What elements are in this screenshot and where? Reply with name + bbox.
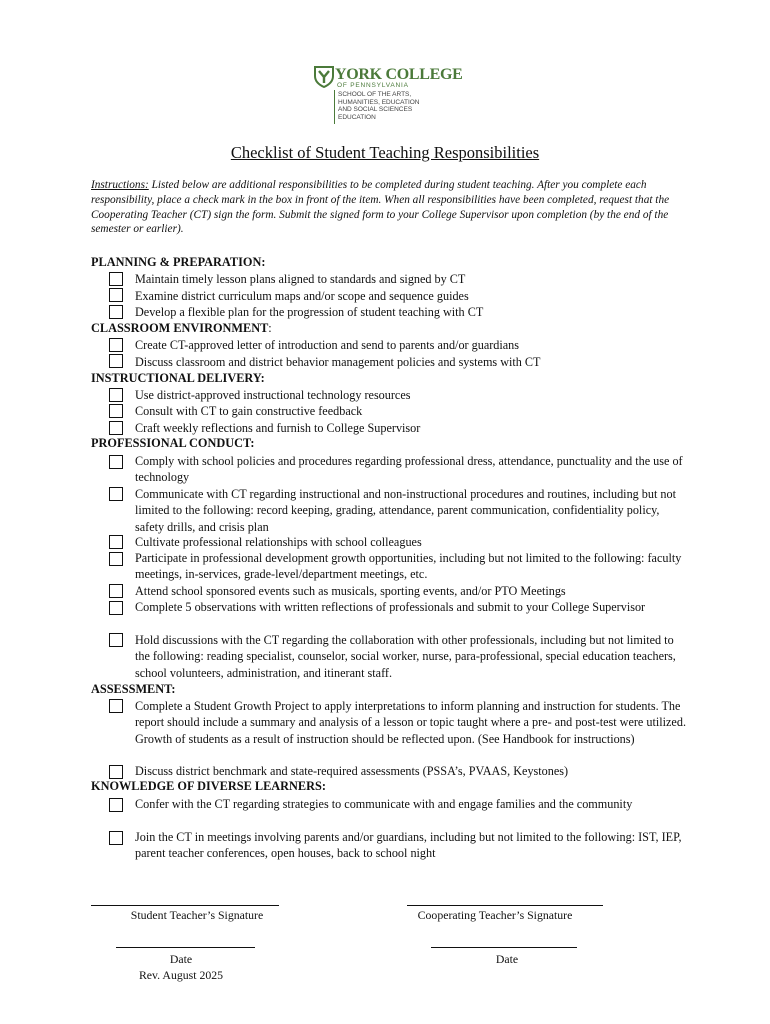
cooperating-signature-label: Cooperating Teacher’s Signature xyxy=(417,908,573,922)
section-heading-instructional: INSTRUCTIONAL DELIVERY: xyxy=(91,371,265,385)
college-logo xyxy=(313,64,463,124)
checklist-item: Confer with the CT regarding strategies to communicate with and engage families and the community xyxy=(135,797,633,811)
student-date-line[interactable] xyxy=(116,947,255,948)
checklist-item: Create CT-approved letter of introduction and send to parents and/or guardians xyxy=(135,338,520,352)
page-title: Checklist of Student Teaching Responsibilities xyxy=(230,143,540,162)
checklist-item: Craft weekly reflections and furnish to College Supervisor xyxy=(135,421,421,435)
checklist-item: Communicate with CT regarding instructional and non-instructional procedures and routines, including but not limited to the following: record keeping, grading, attendance, parent communication, confidentiality policy, safety drills, and crisis plan xyxy=(135,487,676,534)
checklist-item: Complete a Student Growth Project to apply interpretations to inform planning and instruction for students. The report should include a summary and analysis of a lesson or topic taught where a pre- and post-test were utilized. Growth of students as a result of instruction should be reflected upon. (See Handbook for instructions) xyxy=(135,699,686,746)
york-college-shield-icon xyxy=(313,66,335,88)
checkbox[interactable] xyxy=(109,699,123,713)
cooperating-signature-line[interactable] xyxy=(407,905,603,906)
cooperating-date-line[interactable] xyxy=(431,947,577,948)
checklist-item: Comply with school policies and procedures regarding professional dress, attendance, punctuality and the use of technology xyxy=(135,454,683,485)
checkbox[interactable] xyxy=(109,601,123,615)
instructions-paragraph xyxy=(91,178,691,237)
checklist-item: Discuss classroom and district behavior management policies and systems with CT xyxy=(135,355,541,369)
checkbox[interactable] xyxy=(109,404,123,418)
section-heading-professional: PROFESSIONAL CONDUCT: xyxy=(91,436,255,450)
section-heading-planning: PLANNING & PREPARATION: xyxy=(91,255,266,269)
student-signature-label: Student Teacher’s Signature xyxy=(130,908,264,922)
checkbox[interactable] xyxy=(109,633,123,647)
checkbox[interactable] xyxy=(109,421,123,435)
revision-date: Rev. August 2025 xyxy=(138,968,224,982)
logo-divider xyxy=(334,90,335,124)
checkbox[interactable] xyxy=(109,388,123,402)
section-heading-classroom xyxy=(91,321,272,336)
checkbox[interactable] xyxy=(109,552,123,566)
checklist-item: Hold discussions with the CT regarding the collaboration with other professionals, including but not limited to the following: reading specialist, counselor, social worker, nurse, para-professional, special education teachers, school volunteers, administration, and itinerant staff. xyxy=(135,633,676,680)
checkbox[interactable] xyxy=(109,338,123,352)
logo-subtitle: OF PENNSYLVANIA xyxy=(337,82,409,89)
instructions-text: Listed below are additional responsibilities to be completed during student teaching. After you complete each responsibility, place a check mark in the box in front of the item. When all responsibilities have been completed, request that the Cooperating Teacher (CT) sign the form. Submit the signed form to your College Supervisor upon completion (by the end of the semester or earlier). xyxy=(91,179,670,236)
checkbox[interactable] xyxy=(109,272,123,286)
instructions-label: Instructions: xyxy=(91,179,149,191)
checkbox[interactable] xyxy=(109,831,123,845)
checkbox[interactable] xyxy=(109,455,123,469)
checklist-item: Attend school sponsored events such as musicals, sporting events, and/or PTO Meetings xyxy=(135,584,566,598)
logo-school-name xyxy=(338,91,420,121)
checkbox[interactable] xyxy=(109,765,123,779)
student-signature-line[interactable] xyxy=(91,905,279,906)
checklist-item: Join the CT in meetings involving parents and/or guardians, including but not limited to the following: IST, IEP, parent teacher conferences, open houses, back to school night xyxy=(135,830,682,861)
cooperating-date-label: Date xyxy=(495,952,519,966)
checklist-item: Maintain timely lesson plans aligned to standards and signed by CT xyxy=(135,272,466,286)
checkbox[interactable] xyxy=(109,354,123,368)
checklist-item: Participate in professional development growth opportunities, including but not limited to the following: faculty meetings, in-services, grade-level/department meetings, etc. xyxy=(135,551,682,582)
section-heading-diverse-learners: KNOWLEDGE OF DIVERSE LEARNERS: xyxy=(91,779,326,793)
checkbox[interactable] xyxy=(109,584,123,598)
checklist-item: Cultivate professional relationships with school colleagues xyxy=(135,535,422,549)
logo-school-line: SCHOOL OF THE ARTS, xyxy=(338,91,412,98)
logo-school-line: HUMANITIES, EDUCATION xyxy=(338,98,420,106)
section-heading-assessment: ASSESSMENT: xyxy=(91,682,176,696)
checkbox[interactable] xyxy=(109,487,123,501)
checkbox[interactable] xyxy=(109,305,123,319)
section-heading-text: CLASSROOM ENVIRONMENT xyxy=(91,321,269,335)
checklist-item: Discuss district benchmark and state-required assessments (PSSA’s, PVAAS, Keystones) xyxy=(135,764,569,778)
logo-name: YORK COLLEGE xyxy=(335,66,463,83)
checklist-item: Examine district curriculum maps and/or scope and sequence guides xyxy=(135,289,469,303)
checkbox[interactable] xyxy=(109,288,123,302)
logo-school-line: EDUCATION xyxy=(338,113,376,121)
checklist-item: Develop a flexible plan for the progression of student teaching with CT xyxy=(135,305,484,319)
logo-school-line: AND SOCIAL SCIENCES xyxy=(338,106,413,114)
checklist-item: Consult with CT to gain constructive feedback xyxy=(135,404,363,418)
checklist-item: Complete 5 observations with written reflections of professionals and submit to your College Supervisor xyxy=(135,600,646,614)
checkbox[interactable] xyxy=(109,798,123,812)
checkbox[interactable] xyxy=(109,535,123,549)
student-date-label: Date xyxy=(169,952,193,966)
section-heading-suffix: : xyxy=(268,321,272,335)
checklist-item: Use district-approved instructional technology resources xyxy=(135,388,411,402)
